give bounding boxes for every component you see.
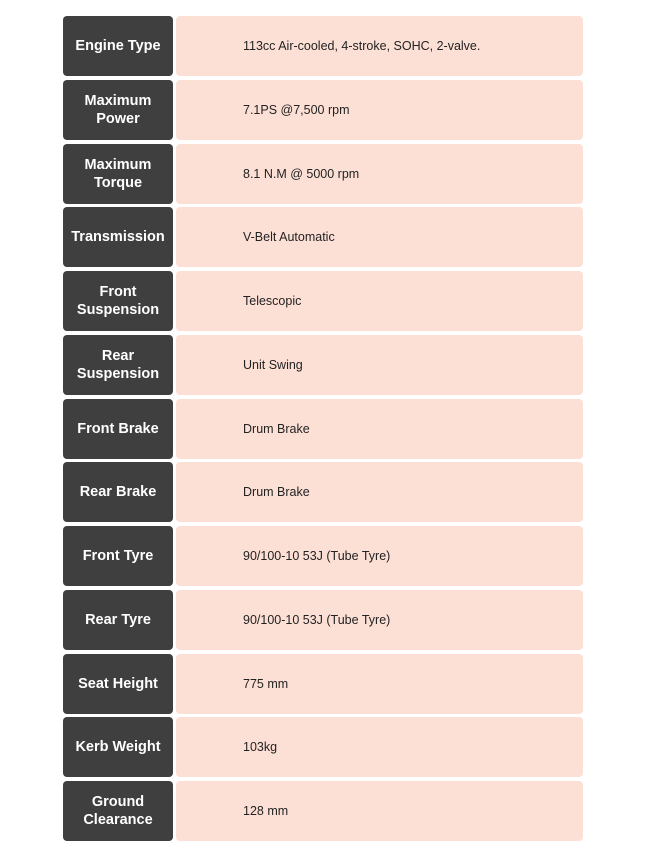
spec-label: Maximum Torque — [63, 144, 173, 204]
spec-value: 103kg — [176, 717, 583, 777]
spec-value: 128 mm — [176, 781, 583, 841]
spec-table — [63, 16, 583, 845]
spec-value: 90/100-10 53J (Tube Tyre) — [176, 526, 583, 586]
spec-row-kerb-weight — [63, 717, 583, 777]
spec-label: Kerb Weight — [63, 717, 173, 777]
spec-row-transmission — [63, 207, 583, 267]
spec-row-front-brake — [63, 399, 583, 459]
spec-label: Seat Height — [63, 654, 173, 714]
spec-row-rear-tyre — [63, 590, 583, 650]
spec-value: 90/100-10 53J (Tube Tyre) — [176, 590, 583, 650]
spec-label: Transmission — [63, 207, 173, 267]
spec-label: Rear Suspension — [63, 335, 173, 395]
spec-row-maximum-torque — [63, 144, 583, 204]
spec-label: Maximum Power — [63, 80, 173, 140]
spec-label: Ground Clearance — [63, 781, 173, 841]
spec-value: Unit Swing — [176, 335, 583, 395]
spec-label: Front Brake — [63, 399, 173, 459]
spec-value: Telescopic — [176, 271, 583, 331]
spec-value: V-Belt Automatic — [176, 207, 583, 267]
spec-label: Engine Type — [63, 16, 173, 76]
spec-row-maximum-power — [63, 80, 583, 140]
spec-row-engine-type — [63, 16, 583, 76]
spec-value: 775 mm — [176, 654, 583, 714]
spec-row-rear-brake — [63, 462, 583, 522]
spec-row-seat-height — [63, 654, 583, 714]
spec-row-front-tyre — [63, 526, 583, 586]
spec-value: Drum Brake — [176, 399, 583, 459]
spec-row-front-suspension — [63, 271, 583, 331]
spec-value: 7.1PS @7,500 rpm — [176, 80, 583, 140]
spec-row-ground-clearance — [63, 781, 583, 841]
spec-value: 113cc Air-cooled, 4-stroke, SOHC, 2-valve. — [176, 16, 583, 76]
spec-label: Rear Tyre — [63, 590, 173, 650]
spec-label: Front Suspension — [63, 271, 173, 331]
spec-value: 8.1 N.M @ 5000 rpm — [176, 144, 583, 204]
spec-value: Drum Brake — [176, 462, 583, 522]
spec-label: Rear Brake — [63, 462, 173, 522]
spec-label: Front Tyre — [63, 526, 173, 586]
spec-row-rear-suspension — [63, 335, 583, 395]
